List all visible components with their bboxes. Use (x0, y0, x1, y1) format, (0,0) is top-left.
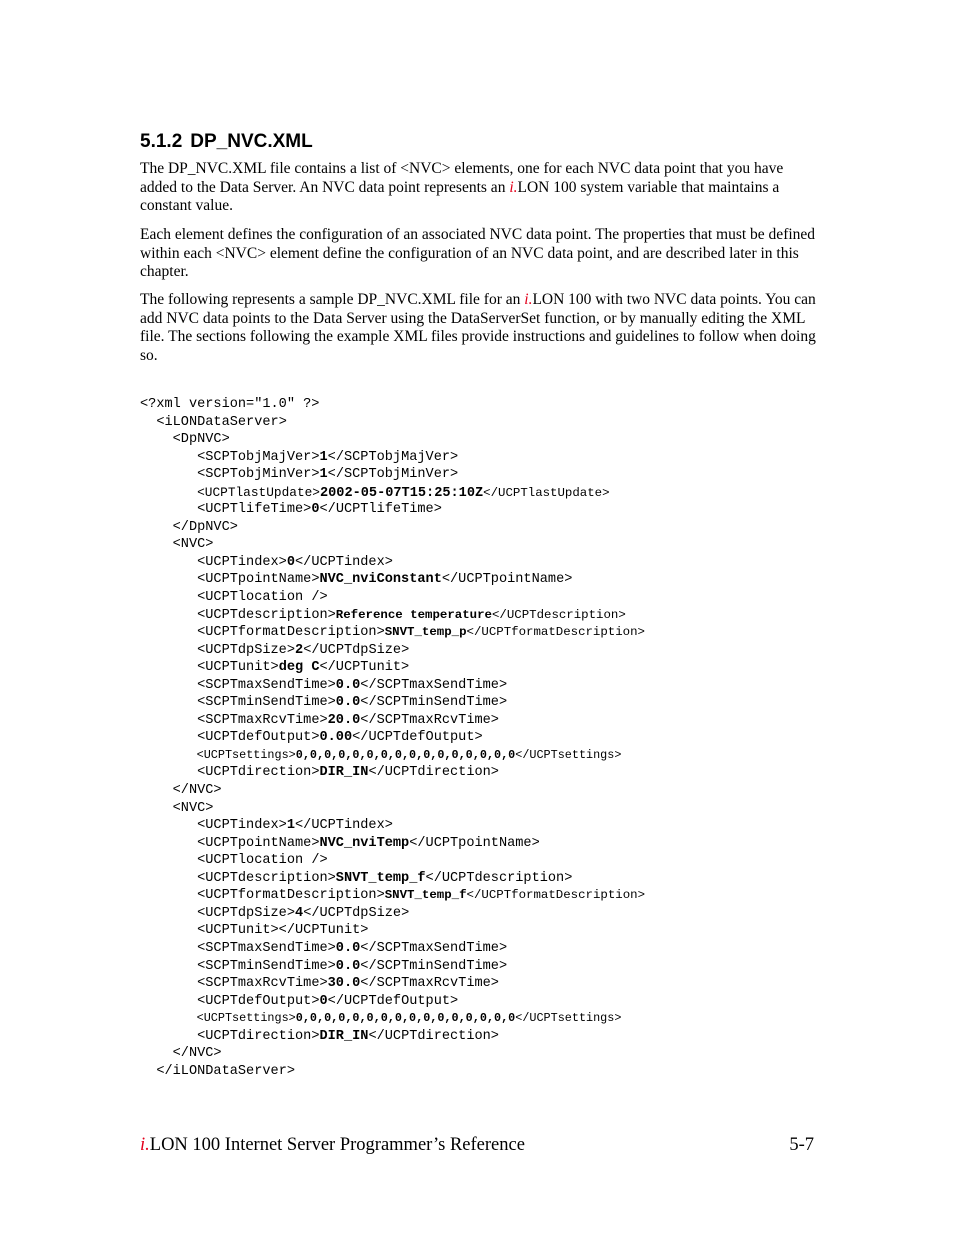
code-value: 0.0 (335, 695, 361, 711)
code-value: NVC_nviTemp (319, 835, 410, 851)
code-line (140, 729, 820, 747)
code-tag-close: </SCPTobjMajVer> (327, 449, 459, 465)
code-value: 0.0 (335, 677, 361, 693)
code-line (140, 993, 820, 1011)
code-tag-close: </UCPTindex> (295, 818, 393, 834)
code-indent (140, 871, 197, 886)
code-value: 4 (295, 905, 304, 921)
brand-i-prefix: i. (509, 178, 518, 196)
code-value: 0.00 (319, 730, 353, 746)
code-tag-open: <UCPTlocation /> (197, 853, 328, 869)
code-line (140, 449, 820, 467)
code-line (140, 624, 820, 642)
code-indent (140, 994, 197, 1009)
code-line (140, 659, 820, 677)
code-tag-close: </UCPTlifeTime> (319, 502, 442, 518)
code-tag-open: <UCPTlastUpdate> (197, 484, 320, 500)
code-tag-open: <UCPTlifeTime> (197, 502, 312, 518)
code-tag-close: </UCPTdefOutput> (352, 730, 483, 746)
code-tag-close: </UCPTunit> (319, 660, 410, 676)
brand-i-prefix: i. (140, 1135, 150, 1155)
section-number: 5.1.2 (140, 131, 183, 152)
code-tag-open: <SCPTobjMajVer> (197, 449, 320, 465)
code-value: SNVT_temp_p (384, 625, 467, 640)
code-value: SNVT_temp_f (335, 870, 426, 886)
code-tag-open: <UCPTlocation /> (197, 590, 328, 606)
code-value: 0.0 (335, 958, 361, 974)
code-tag-close: </UCPTdpSize> (303, 642, 410, 658)
code-indent (140, 608, 197, 623)
code-value: DIR_IN (319, 1028, 369, 1044)
code-indent (140, 818, 197, 833)
code-line (140, 905, 820, 923)
code-tag-open: <UCPTdescription> (197, 870, 336, 886)
code-tag-open: <UCPTpointName> (197, 572, 320, 588)
code-tag-open: <SCPTmaxRcvTime> (197, 712, 328, 728)
code-indent (140, 1011, 197, 1025)
code-indent (140, 660, 197, 675)
code-indent (140, 695, 197, 710)
footer-title-text: LON 100 Internet Server Programmer’s Reference (149, 1135, 525, 1155)
code-tag-open: <UCPTdpSize> (197, 642, 296, 658)
code-line (140, 835, 820, 853)
code-line (140, 817, 820, 835)
code-line (140, 396, 820, 414)
code-indent (140, 941, 197, 956)
code-line (140, 554, 820, 572)
code-tag-close: </UCPTsettings> (515, 747, 622, 762)
code-line (140, 764, 820, 782)
code-indent (140, 748, 197, 762)
sample-paragraph-text: The following represents a sample DP_NVC.XML file for an (140, 291, 525, 308)
code-value: 2002-05-07T15:25:10Z (319, 485, 484, 501)
code-tag-close: </UCPTpointName> (409, 835, 540, 851)
code-value: 2 (295, 642, 304, 658)
code-tag-open: </DpNVC> (172, 519, 238, 535)
code-indent (140, 1029, 197, 1044)
code-tag-close: </UCPTdpSize> (303, 905, 410, 921)
code-indent (140, 537, 173, 552)
code-indent (140, 906, 197, 921)
code-line (140, 501, 820, 519)
element-paragraph: Each element defines the configuration of an associated NVC data point. The properties that must be defined within each <NVC> element define the configuration of an NVC data point, and are described later in this chapter. (140, 226, 816, 281)
code-value: 1 (319, 449, 328, 465)
code-indent (140, 467, 197, 482)
code-line (140, 852, 820, 870)
code-line (140, 1028, 820, 1046)
code-tag-close: </SCPTmaxRcvTime> (360, 712, 499, 728)
code-line (140, 1063, 820, 1081)
code-tag-open: <SCPTminSendTime> (197, 695, 336, 711)
code-line (140, 431, 820, 449)
code-value: 30.0 (327, 976, 361, 992)
code-indent (140, 502, 197, 517)
code-tag-close: </UCPTpointName> (441, 572, 573, 588)
code-tag-close: </SCPTmaxSendTime> (360, 677, 508, 693)
code-tag-open: <UCPTformatDescription> (197, 625, 385, 641)
code-indent (140, 432, 173, 447)
code-line (140, 642, 820, 660)
code-indent (140, 415, 156, 430)
code-tag-open: </NVC> (172, 1046, 222, 1062)
code-line (140, 922, 820, 940)
code-tag-open: </iLONDataServer> (156, 1063, 296, 1079)
code-tag-open: <UCPTpointName> (197, 835, 320, 851)
code-indent (140, 783, 173, 798)
code-tag-close: </UCPTformatDescription> (466, 625, 645, 640)
code-indent (140, 713, 197, 728)
code-value: deg C (278, 660, 320, 676)
code-line (140, 712, 820, 730)
code-line (140, 519, 820, 537)
code-indent (140, 486, 197, 501)
code-tag-close: </SCPTminSendTime> (360, 695, 508, 711)
code-line (140, 466, 820, 484)
code-value: 1 (286, 818, 296, 834)
code-line (140, 870, 820, 888)
code-value: 0 (311, 502, 320, 518)
page-number: 5-7 (789, 1135, 814, 1155)
code-tag-open: <UCPTindex> (197, 554, 287, 570)
code-tag-close: </UCPTdirection> (368, 765, 499, 781)
code-tag-open: <NVC> (172, 800, 214, 816)
code-tag-open: <UCPTformatDescription> (188, 888, 385, 904)
code-line (140, 887, 820, 905)
code-indent (140, 730, 197, 745)
code-tag-open: <UCPTdirection> (197, 765, 320, 781)
code-tag-open: <SCPTminSendTime> (197, 958, 336, 974)
code-line (140, 536, 820, 554)
code-line (140, 1045, 820, 1063)
code-tag-open: <SCPTmaxSendTime> (197, 940, 336, 956)
sample-paragraph (140, 291, 820, 366)
code-tag-open: <UCPTsettings> (196, 747, 296, 762)
code-value: 1 (319, 467, 328, 483)
code-tag-close: </UCPTindex> (295, 554, 393, 570)
code-indent (140, 678, 197, 693)
code-indent (140, 643, 197, 658)
code-line (140, 571, 820, 589)
code-line (140, 1010, 820, 1028)
code-tag-open: <UCPTdescription> (197, 607, 336, 623)
code-indent (140, 520, 173, 535)
section-title: DP_NVC.XML (190, 131, 313, 152)
code-line (140, 589, 820, 607)
code-indent (140, 765, 197, 780)
code-value: 0 (286, 554, 296, 570)
code-line (140, 694, 820, 712)
code-tag-close: </UCPTformatDescription> (466, 888, 646, 903)
section-heading (140, 130, 313, 154)
intro-paragraph-text-end: LON 100 system variable that maintains a constant value. (140, 178, 780, 215)
code-tag-close: </UCPTdescription> (491, 607, 626, 622)
code-line (140, 607, 820, 625)
code-tag-open: <UCPTdpSize> (197, 905, 296, 921)
code-tag-close: </UCPTsettings> (515, 1011, 622, 1026)
code-tag-open: <iLONDataServer> (156, 414, 287, 430)
code-tag-close: </SCPTminSendTime> (360, 958, 508, 974)
code-indent (140, 836, 197, 851)
footer-title (140, 1134, 525, 1156)
code-tag-close: </SCPTmaxSendTime> (360, 940, 508, 956)
code-value: 0.0 (335, 940, 361, 956)
code-tag-open: <NVC> (172, 537, 214, 553)
code-value: 0,0,0,0,0,0,0,0,0,0,0,0,0,0,0,0 (295, 747, 516, 762)
code-value: 20.0 (327, 712, 361, 728)
xml-code-sample (140, 396, 820, 1080)
code-value: Reference temperature (335, 607, 492, 622)
code-tag-open: <UCPTdefOutput> (197, 730, 320, 746)
code-tag-open: <SCPTmaxRcvTime> (197, 976, 328, 992)
code-indent (140, 555, 197, 570)
code-tag-open: <UCPTsettings> (196, 1011, 296, 1026)
code-tag-close: </UCPTdirection> (368, 1028, 499, 1044)
code-line (140, 484, 820, 502)
code-indent (140, 1046, 173, 1061)
code-indent (140, 853, 197, 868)
code-tag-close: </UCPTdescription> (425, 870, 573, 886)
code-line (140, 677, 820, 695)
code-tag-open: <DpNVC> (172, 432, 230, 448)
code-indent (140, 590, 197, 605)
code-line (140, 958, 820, 976)
intro-paragraph-text: The DP_NVC.XML file contains a list of <NVC> elements, one for each NVC data point that you have added to the Data Server. An NVC data point represents an (140, 160, 784, 196)
code-indent (140, 450, 197, 465)
brand-i-prefix: i. (524, 291, 533, 308)
code-line (140, 747, 820, 765)
code-value: 0 (319, 993, 328, 1009)
code-value: DIR_IN (319, 765, 369, 781)
code-tag-open: <UCPTindex> (197, 818, 287, 834)
code-indent (140, 976, 197, 991)
code-line (140, 975, 820, 993)
code-indent (140, 959, 197, 974)
code-tag-open: <UCPTunit></UCPTunit> (197, 923, 369, 939)
code-tag-open: <UCPTdefOutput> (197, 993, 320, 1009)
code-tag-close: </UCPTdefOutput> (327, 993, 459, 1009)
code-tag-open: </NVC> (172, 783, 222, 799)
code-tag-open: <SCPTmaxSendTime> (197, 677, 336, 693)
code-tag-open: <SCPTobjMinVer> (197, 467, 320, 483)
code-tag-close: </SCPTobjMinVer> (327, 467, 459, 483)
code-indent (140, 923, 197, 938)
code-line (140, 800, 820, 818)
code-tag-open: <?xml version="1.0" ?> (140, 397, 320, 412)
code-indent (140, 1064, 156, 1079)
code-tag-close: </UCPTlastUpdate> (483, 485, 610, 500)
code-indent (140, 572, 197, 587)
code-value: NVC_nviConstant (319, 572, 442, 588)
code-tag-open: <UCPTunit> (197, 660, 279, 676)
code-value: SNVT_temp_f (384, 888, 467, 903)
intro-paragraph (140, 160, 820, 216)
sample-paragraph-text-end: LON 100 with two NVC data points. You can add NVC data points to the Data Server using the DataServerSet function, or by manually editing the XML file. The sections following the example XML files provide instructions and guidelines to follow when doing so. (140, 291, 816, 365)
code-line (140, 414, 820, 432)
code-indent (140, 888, 189, 903)
code-indent (140, 801, 173, 816)
code-line (140, 940, 820, 958)
code-line (140, 782, 820, 800)
code-tag-open: <UCPTdirection> (197, 1028, 320, 1044)
code-indent (140, 625, 197, 640)
code-value: 0,0,0,0,0,0,0,0,0,0,0,0,0,0,0,0 (295, 1011, 516, 1026)
code-tag-close: </SCPTmaxRcvTime> (360, 976, 499, 992)
